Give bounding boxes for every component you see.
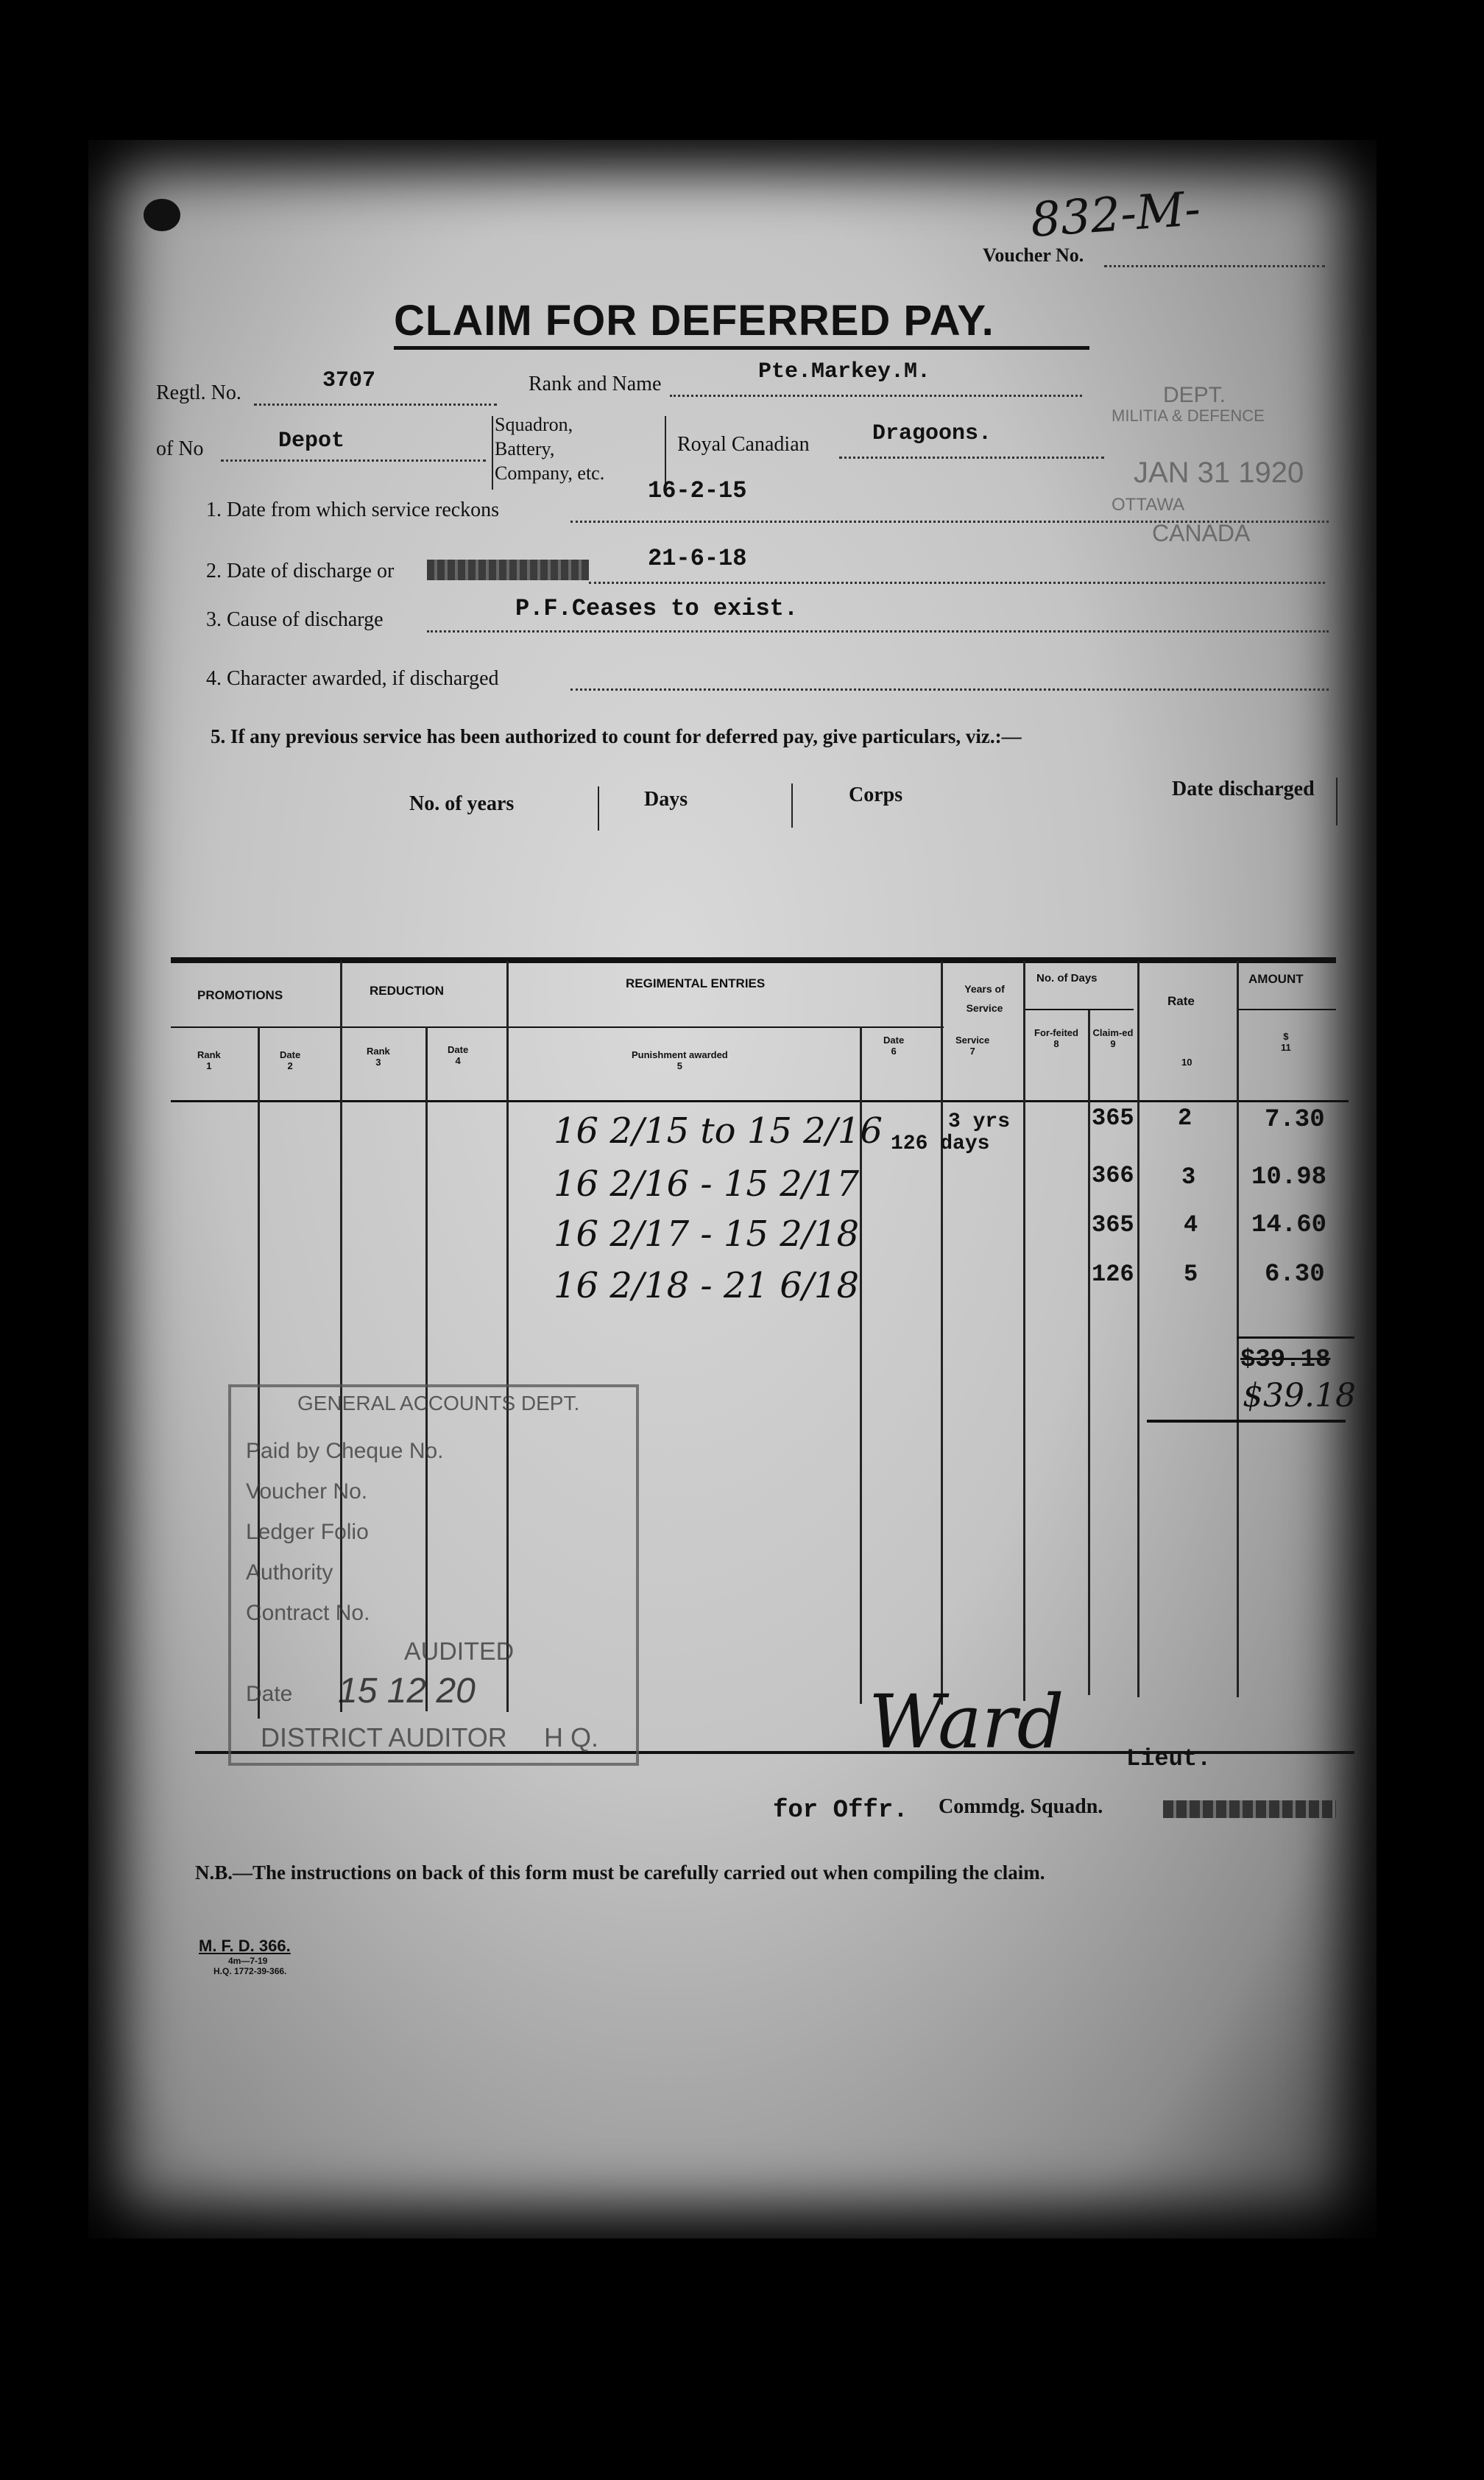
row-2-period: 16 2/16 - 15 2/17 <box>554 1163 859 1205</box>
col-claimed-9: Claim-ed 9 <box>1092 1027 1134 1049</box>
row-1-claimed: 365 <box>1092 1105 1134 1132</box>
audit-stamp-footer: DISTRICT AUDITOR <box>261 1722 507 1752</box>
commdg-struck-text <box>1163 1800 1336 1818</box>
row-2-claimed: 366 <box>1092 1162 1134 1189</box>
row-4-rate: 5 <box>1184 1261 1198 1288</box>
item-3-value: P.F.Ceases to exist. <box>515 595 799 622</box>
col-amount-11: $ 11 <box>1281 1031 1291 1053</box>
prev-col-date-discharged: Date discharged <box>1172 778 1315 800</box>
regtl-no-value: 3707 <box>322 368 376 393</box>
form-reference: M. F. D. 366. 4m—7-19 H.Q. 1772-39-366. <box>199 1937 291 1976</box>
header-years-of-service: Years of Service <box>964 983 1005 1014</box>
prev-col-years: No. of years <box>409 792 515 815</box>
commdg-squadn-label: Commdg. Squadn. <box>939 1795 1103 1818</box>
service-days: 126 days <box>891 1132 990 1155</box>
row-2-amount: 10.98 <box>1251 1163 1327 1191</box>
col-date-6: Date 6 <box>883 1035 905 1057</box>
voucher-handwritten-number: 832-M- <box>1028 182 1203 248</box>
row-1-period: 16 2/15 to 15 2/16 <box>554 1110 883 1152</box>
unit-type-bracket <box>495 412 604 485</box>
royal-canadian-value: Dragoons. <box>872 421 992 446</box>
audit-stamp-header: GENERAL ACCOUNTS DEPT. <box>297 1392 580 1415</box>
unit-type-battery: Battery, <box>495 438 555 459</box>
for-offr: for Offr. <box>773 1797 908 1825</box>
signature: Ward <box>869 1679 1064 1765</box>
row-3-claimed: 365 <box>1092 1211 1134 1239</box>
unit-type-squadron: Squadron, <box>495 414 573 435</box>
row-3-amount: 14.60 <box>1251 1211 1327 1239</box>
row-2-rate: 3 <box>1181 1163 1196 1191</box>
regtl-no-label: Regtl. No. <box>156 381 241 404</box>
row-1-amount: 7.30 <box>1265 1106 1325 1134</box>
prev-col-corps: Corps <box>849 783 903 806</box>
header-regimental-entries: REGIMENTAL ENTRIES <box>626 976 766 990</box>
service-years: 3 yrs <box>948 1110 1011 1133</box>
of-no-value: Depot <box>278 429 345 454</box>
col-punishment-5: Punishment awarded 5 <box>632 1049 728 1071</box>
header-amount: AMOUNT <box>1248 972 1304 986</box>
department-received-stamp: DEPT. MILITIA & DEFENCE JAN 31 1920 OTTAWA CANADA <box>1112 383 1304 546</box>
col-rate-10: 10 <box>1181 1057 1192 1068</box>
rank-name-label: Rank and Name <box>529 373 662 395</box>
header-rate: Rate <box>1167 994 1195 1008</box>
col-date-2: Date 2 <box>280 1049 301 1071</box>
rank-name-value: Pte.Markey.M. <box>758 359 931 384</box>
unit-type-company: Company, etc. <box>495 462 605 484</box>
col-rank-3: Rank 3 <box>367 1046 390 1068</box>
header-promotions: PROMOTIONS <box>197 988 283 1002</box>
of-no-label: of No <box>156 437 204 460</box>
row-4-amount: 6.30 <box>1265 1261 1325 1289</box>
signature-rank: Lieut. <box>1126 1745 1212 1772</box>
row-4-period: 16 2/18 - 21 6/18 <box>554 1265 859 1306</box>
voucher-label: Voucher No. <box>983 244 1084 266</box>
item-2-label: 2. Date of discharge or <box>206 560 395 582</box>
col-forfeited-8: For-feited 8 <box>1034 1027 1078 1049</box>
form-title: CLAIM FOR DEFERRED PAY. <box>394 297 994 345</box>
district-auditor-stamp: GENERAL ACCOUNTS DEPT. Paid by Cheque No. Voucher No. Ledger Folio Authority Contract No. AUDITED Date 15 12 20 DISTRICT AUDITOR H Q. <box>228 1384 639 1766</box>
prev-col-days: Days <box>644 788 688 811</box>
total-amount: $39.18 <box>1243 1377 1356 1415</box>
item-3-label: 3. Cause of discharge <box>206 608 384 631</box>
nb-instructions: N.B.—The instructions on back of this form must be carefully carried out when compiling the claim. <box>195 1861 1045 1884</box>
punch-hole <box>144 199 180 231</box>
header-reduction: REDUCTION <box>370 984 445 998</box>
row-4-claimed: 126 <box>1092 1261 1134 1288</box>
col-date-4: Date 4 <box>448 1044 469 1066</box>
item-4-label: 4. Character awarded, if discharged <box>206 667 499 690</box>
audit-date-value: 15 12 20 <box>338 1671 476 1711</box>
total-struck: $39.18 <box>1240 1346 1331 1374</box>
audited-label: AUDITED <box>404 1638 515 1666</box>
col-rank-1: Rank 1 <box>197 1049 221 1071</box>
header-no-of-days: No. of Days <box>1036 972 1098 984</box>
row-3-period: 16 2/17 - 15 2/18 <box>554 1213 859 1255</box>
item-1-value: 16-2-15 <box>648 477 747 504</box>
royal-canadian-label: Royal Canadian <box>677 433 810 456</box>
item-2-struck-text <box>427 560 589 580</box>
row-3-rate: 4 <box>1184 1211 1198 1239</box>
item-1-label: 1. Date from which service reckons <box>206 499 500 521</box>
row-1-rate: 2 <box>1178 1105 1192 1132</box>
col-service-7: Service 7 <box>955 1035 990 1057</box>
dept-stamp-date: JAN 31 1920 <box>1134 457 1304 489</box>
item-5-label: 5. If any previous service has been authorized to count for deferred pay, give particulars, viz.:— <box>211 725 1022 747</box>
item-2-value: 21-6-18 <box>648 545 747 572</box>
